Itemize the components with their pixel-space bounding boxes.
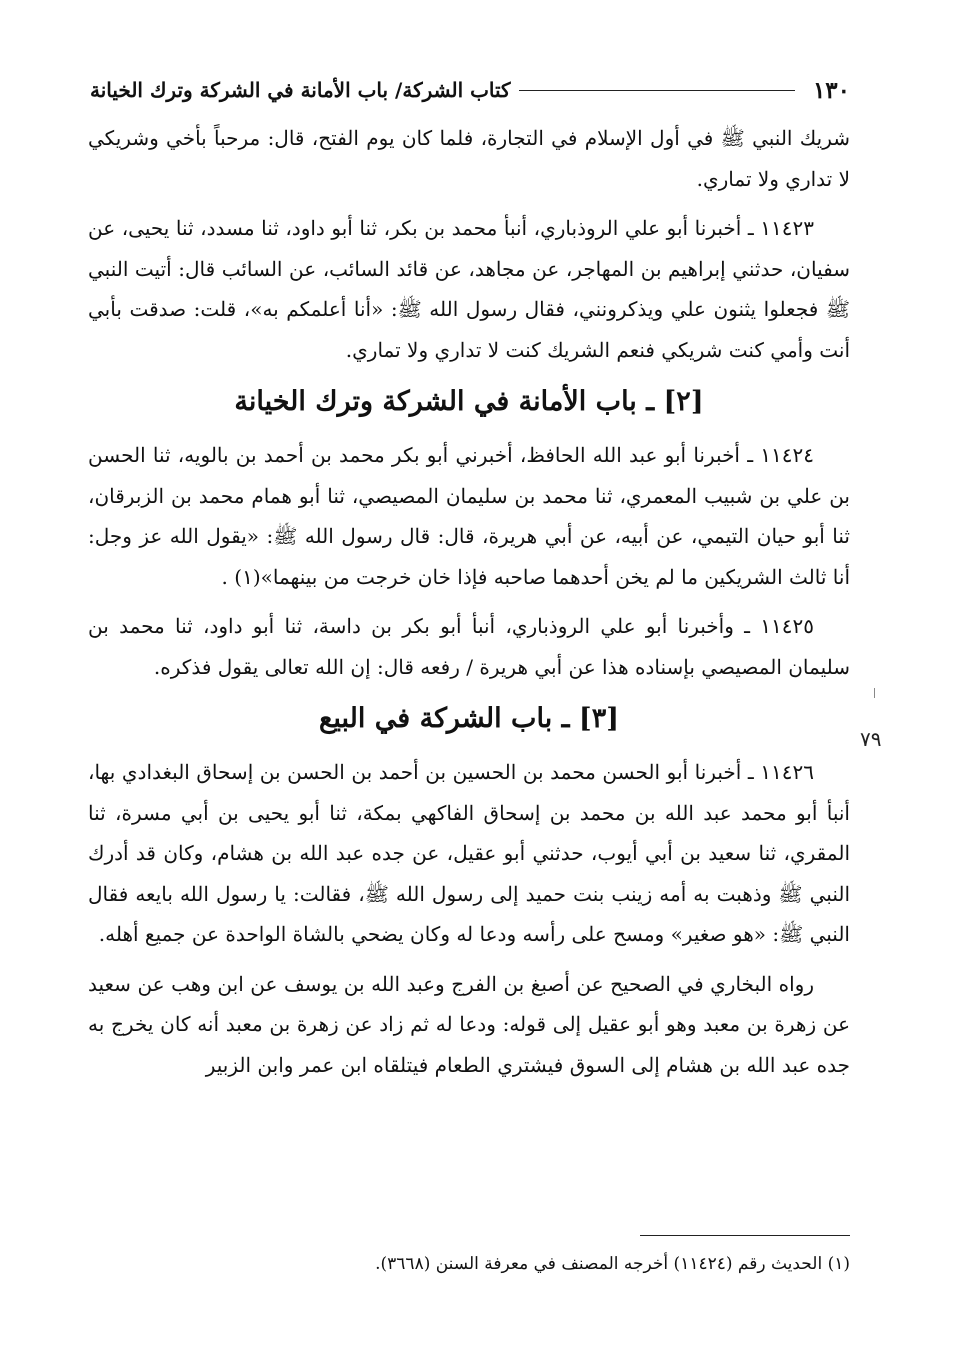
paragraph-continuation: شريك النبي ﷺ في أول الإسلام في التجارة، فلما كان يوم الفتح، قال: مرحباً بأخي وشريكي لا تداري ولا تماري. — [88, 126, 850, 191]
margin-page-number: ٧٩ — [860, 727, 882, 751]
page-number: ١٣٠ — [812, 76, 850, 104]
hadith-11423: ١١٤٢٣ ـ أخبرنا أبو علي الروذباري، أنبأ محمد بن بكر، ثنا أبو داود، ثنا مسدد، ثنا يحيى، عن سفيان، حدثني إبراهيم بن المهاجر، عن مجاهد، عن قائد السائب، عن السائب قال: أتيت النبي ﷺ فجعلوا يثنون علي ويذكرونني، فقال رسول الله ﷺ: «أنا أعلمكم به»، قلت: صدقت بأبي أنت وأمي كنت شريكي فنعم الشريك كنت لا تداري ولا تماري. — [88, 216, 850, 362]
header-rule — [519, 90, 795, 91]
main-text — [88, 118, 850, 1094]
page-header — [90, 70, 850, 110]
hadith-11426: ١١٤٢٦ ـ أخبرنا أبو الحسن محمد بن الحسين بن أحمد بن الحسن بن إسحاق البغدادي بها، أنبأ أبو محمد عبد الله بن محمد بن إسحاق الفاكهي بمكة، ثنا أبو يحيى بن أبي مسرة، ثنا المقري، ثنا سعيد بن أبي أيوب، حدثني أبو عقيل، عن جده عبد الله بن هشام، وكان قد أدرك النبي ﷺ وذهبت به أمه زينب بنت حميد إلى رسول الله ﷺ، فقالت: يا رسول الله بايعه فقال النبي ﷺ: «هو صغير» ومسح على رأسه ودعا له وكان يضحي بالشاة الواحدة عن جميع أهله. — [88, 760, 850, 946]
section-heading-2: [٢] ـ باب الأمانة في الشركة وترك الخيانة — [234, 386, 704, 417]
hadith-11424 — [88, 435, 850, 597]
footnote-reference: (١) . — [221, 564, 261, 589]
section-heading-3: [٣] ـ باب الشركة في البيع — [319, 703, 619, 734]
running-title: كتاب الشركة/ باب الأمانة في الشركة وترك الخيانة — [90, 78, 511, 102]
commentary-paragraph: رواه البخاري في الصحيح عن أصبغ بن الفرج وعبد الله بن يوسف عن ابن وهب عن سعيد عن زهرة بن معبد وهو أبو عقيل إلى قوله: ودعا له ثم زاد عن زهرة بن معبد أنه كان يخرج به جده عبد الله بن هشام إلى السوق فيشتري الطعام فيتلقاه ابن عمر وابن الزبير — [88, 971, 850, 1077]
footnote: (١) الحديث رقم (١١٤٢٤) أخرجه المصنف في معرفة السنن (٣٦٦٨). — [375, 1254, 850, 1274]
margin-tick — [874, 688, 875, 698]
hadith-11425: ١١٤٢٥ ـ وأخبرنا أبو علي الروذباري، أنبأ أبو بكر بن داسة، ثنا أبو داود، ثنا محمد بن سليمان المصيصي بإسناده هذا عن أبي هريرة / رفعه قال: إن الله تعالى يقول فذكره. — [88, 614, 850, 679]
hadith-11424-text: ١١٤٢٤ ـ أخبرنا أبو عبد الله الحافظ، أخبرني أبو بكر محمد بن أحمد بن بالويه، ثنا الحسن بن علي بن شبيب المعمري، ثنا محمد بن سليمان المصيصي، ثنا أبو همام محمد بن الزبرقان، ثنا أبو حيان التيمي، عن أبيه، عن أبي هريرة، قال: قال رسول الله ﷺ: «يقول الله عز وجل: أنا ثالث الشريكين ما لم يخن أحدهما صاحبه فإذا خان خرجت من بينهما» — [88, 443, 850, 589]
footnote-rule — [640, 1235, 850, 1236]
